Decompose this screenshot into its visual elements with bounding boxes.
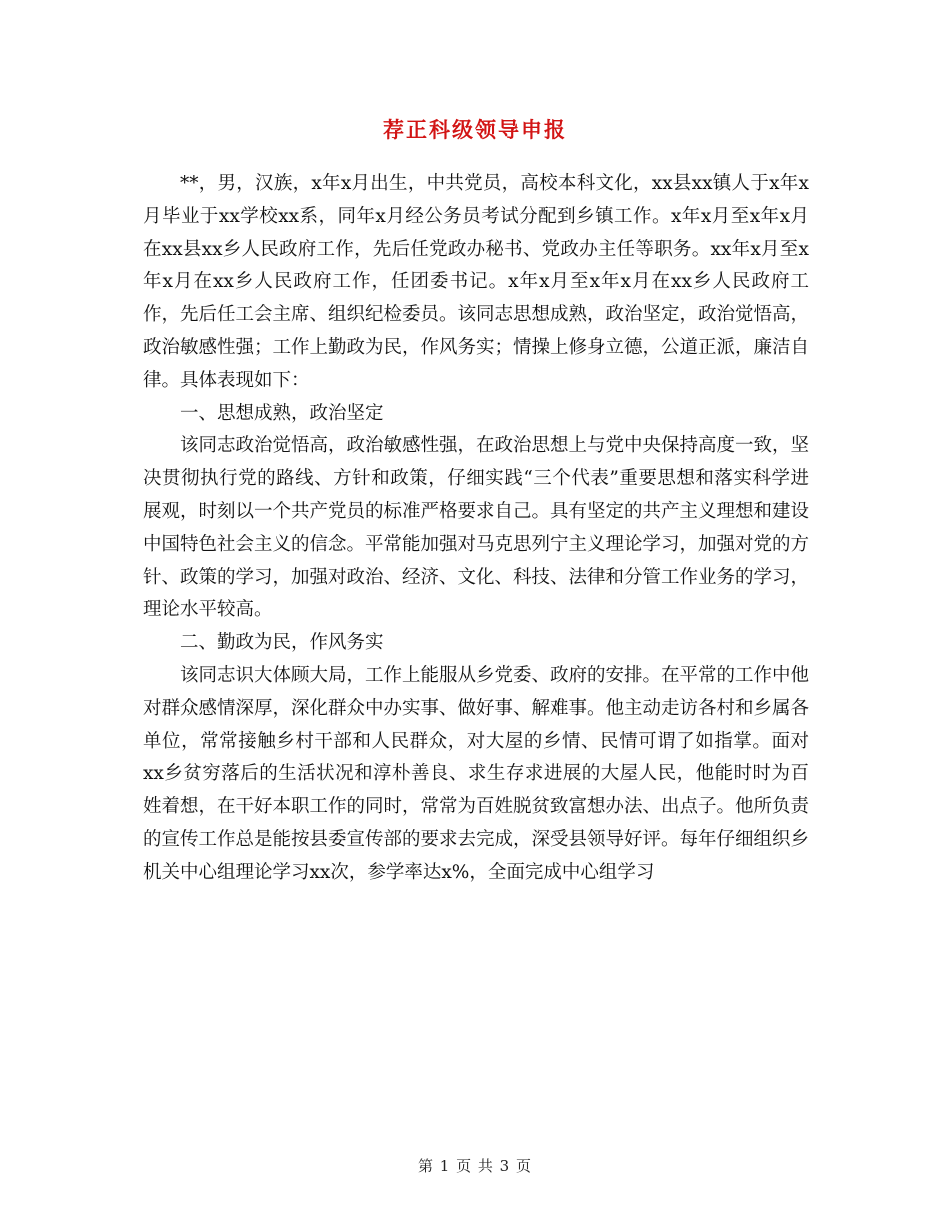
section-paragraph-1: 该同志政治觉悟高，政治敏感性强，在政治思想上与党中央保持高度一致，坚决贯彻执行党的路线、方针和政策，仔细实践“三个代表”重要思想和落实科学进展观，时刻以一个共产党员的标准严格要求自己。具有坚定的共产主义理想和建设中国特色社会主义的信念。平常能加强对马克思列宁主义理论学习，加强对党的方针、政策的学习，加强对政治、经济、文化、科技、法律和分管工作业务的学习，理论水平较高。 [143,435,810,621]
section-heading-2: 二、勤政为民，作风务实 [180,632,384,654]
section-heading-1: 一、思想成熟，政治坚定 [180,402,384,424]
page-number-footer: 第 1 页 共 3 页 [418,1157,532,1175]
document-title: 荐正科级领导申报 [383,117,567,142]
intro-paragraph: **，男，汉族，x年x月出生，中共党员，高校本科文化，xx县xx镇人于x年x月毕业于xx学校xx系，同年x月经公务员考试分配到乡镇工作。x年x月至x年x月在xx县xx乡人民政府工作，先后任党政办秘书、党政办主任等职务。xx年x月至x年x月在xx乡人民政府工作，任团委书记。x年x月至x年x月在xx乡人民政府工作，先后任工会主席、组织纪检委员。该同志思想成熟，政治坚定，政治觉悟高，政治敏感性强；工作上勤政为民，作风务实；情操上修身立德，公道正派，廉洁自律。具体表现如下： [143,173,810,391]
section-paragraph-2: 该同志识大体顾大局，工作上能服从乡党委、政府的安排。在平常的工作中他对群众感情深厚，深化群众中办实事、做好事、解难事。他主动走访各村和乡属各单位，常常接触乡村干部和人民群众，对大屋的乡情、民情可谓了如指掌。面对xx乡贫穷落后的生活状况和淳朴善良、求生存求进展的大屋人民，他能时时为百姓着想，在干好本职工作的同时，常常为百姓脱贫致富想办法、出点子。他所负责的宣传工作总是能按县委宣传部的要求去完成，深受县领导好评。每年仔细组织乡机关中心组理论学习xx次，参学率达x%，全面完成中心组学习 [143,664,810,883]
document-body [143,168,809,890]
